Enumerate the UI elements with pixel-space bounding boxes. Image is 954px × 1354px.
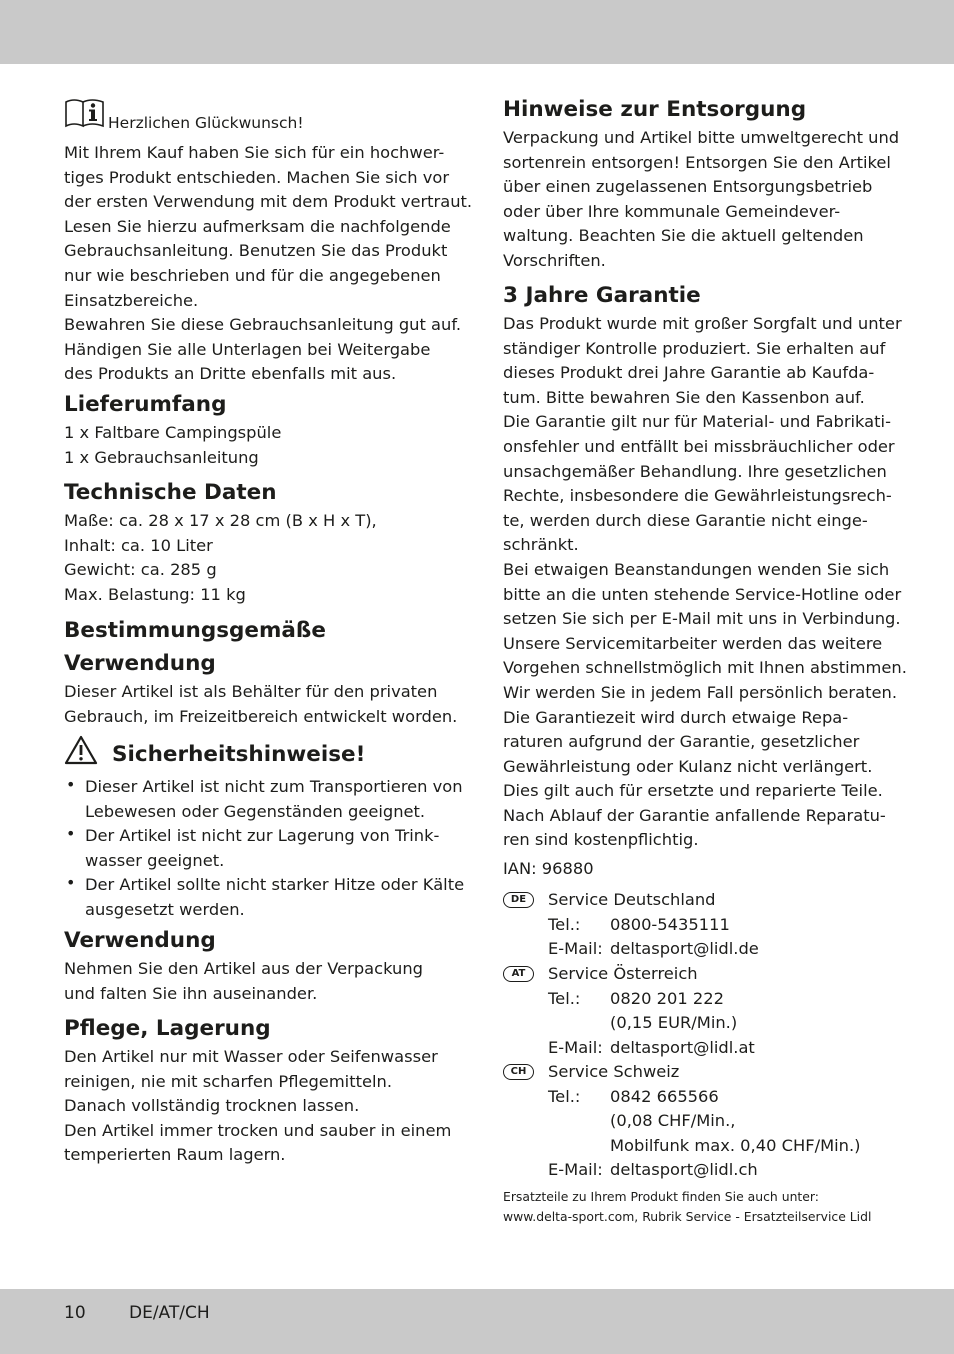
garantie-line: setzen Sie sich per E-Mail mit uns in Verbindung. — [503, 609, 901, 629]
verwendung-line: Nehmen Sie den Artikel aus der Verpackung — [64, 959, 424, 978]
garantie-line: Gewährleistung oder Kulanz nicht verlängert. — [503, 756, 873, 776]
verwendung-line: und falten Sie ihn auseinander. — [64, 983, 318, 1003]
garantie-line: te, werden durch diese Garantie nicht einge- — [503, 510, 868, 530]
technische-daten-heading: Technische Daten — [64, 480, 277, 505]
intro-section — [64, 96, 473, 387]
greeting-text: Herzlichen Glückwunsch! — [108, 114, 304, 132]
garantie-line: Wir werden Sie in jedem Fall persönlich beraten. — [503, 682, 898, 702]
intro-line: nur wie beschrieben und für die angegebenen — [64, 265, 441, 285]
service-at-tel-row — [503, 987, 895, 1012]
garantie-section — [503, 279, 907, 853]
service-ch-tel-row — [503, 1085, 895, 1110]
bestimmung-section — [64, 614, 456, 729]
sicherheit-title: Sicherheitshinweise! — [112, 742, 366, 767]
service-at-email-row — [503, 1036, 895, 1061]
sicherheit-heading — [64, 735, 456, 775]
sicherheit-item — [64, 824, 456, 873]
service-de-tel[interactable]: 0800-5435111 — [610, 914, 730, 934]
service-at-name-row — [503, 962, 895, 987]
sicherheit-item-line: Lebewesen oder Gegenständen geeignet. — [85, 801, 426, 821]
intro-line: Einsatzbereiche. — [64, 290, 199, 310]
intro-line: Händigen Sie alle Unterlagen bei Weitergabe — [64, 339, 431, 359]
entsorgung-heading: Hinweise zur Entsorgung — [503, 97, 807, 122]
service-at — [503, 962, 895, 1060]
spare-parts-line: Ersatzteile zu Ihrem Produkt finden Sie auch unter: — [503, 1189, 819, 1204]
garantie-line: Dies gilt auch für ersetzte und reparierte Teile. — [503, 781, 883, 801]
sicherheit-section — [64, 735, 465, 923]
lieferumfang-heading: Lieferumfang — [64, 392, 227, 417]
sicherheit-item-line: wasser geeignet. — [85, 850, 225, 870]
country-badge-de: DE — [503, 892, 534, 908]
garantie-line: Vorgehen schnellstmöglich mit Ihnen abstimmen. — [503, 658, 907, 678]
technische-daten-line: Maße: ca. 28 x 17 x 28 cm (B x H x T), — [64, 511, 377, 530]
entsorgung-line: Vorschriften. — [503, 250, 606, 270]
verwendung-heading: Verwendung — [64, 928, 216, 953]
pflege-line: Danach vollständig trocknen lassen. — [64, 1096, 360, 1116]
intro-line: tiges Produkt entschieden. Machen Sie sich vor — [64, 167, 450, 187]
sicherheit-item-line: ausgesetzt werden. — [85, 899, 245, 919]
service-ch-tel-note: Mobilfunk max. 0,40 CHF/Min.) — [610, 1135, 861, 1155]
service-at-tel-note: (0,15 EUR/Min.) — [610, 1013, 738, 1033]
bullet-icon: • — [66, 824, 76, 844]
service-ch-name: Service Schweiz — [548, 1062, 680, 1081]
bestimmung-line: Gebrauch, im Freizeitbereich entwickelt worden. — [64, 706, 458, 726]
garantie-line: onsfehler und entfällt bei missbräuchlicher oder — [503, 436, 895, 456]
technische-daten-section — [64, 476, 456, 607]
pflege-heading: Pflege, Lagerung — [64, 1016, 271, 1041]
service-de-email[interactable]: deltasport@lidl.de — [610, 939, 759, 959]
service-de-tel-row — [503, 913, 895, 938]
pflege-line: Den Artikel immer trocken und sauber in einem — [64, 1120, 452, 1140]
tel-label: Tel.: — [548, 1086, 581, 1106]
entsorgung-line: oder über Ihre kommunale Gemeindever- — [503, 201, 841, 221]
spare-parts-line[interactable]: www.delta-sport.com, Rubrik Service - Ersatzteilservice Lidl — [503, 1208, 872, 1224]
entsorgung-section — [503, 93, 900, 274]
page-number: 10 — [64, 1303, 86, 1323]
ian-number: IAN: 96880 — [503, 859, 594, 878]
service-ch-name-row — [503, 1060, 895, 1085]
service-ch-email[interactable]: deltasport@lidl.ch — [610, 1160, 758, 1180]
pflege-line: reinigen, nie mit scharfen Pflegemitteln. — [64, 1071, 393, 1091]
intro-line: Lesen Sie hierzu aufmerksam die nachfolgende — [64, 216, 451, 236]
garantie-line: Die Garantie gilt nur für Material- und Fabrikati- — [503, 412, 891, 432]
intro-line: der ersten Verwendung mit dem Produkt vertraut. — [64, 192, 473, 212]
sicherheit-item — [64, 873, 465, 922]
garantie-line: Bei etwaigen Beanstandungen wenden Sie sich — [503, 559, 890, 579]
service-ch-tel-note-row — [503, 1134, 895, 1159]
intro-line: Gebrauchsanleitung. Benutzen Sie das Produkt — [64, 241, 448, 261]
sicherheit-item-line: Dieser Artikel ist nicht zum Transportieren von — [85, 777, 463, 796]
intro-line: Mit Ihrem Kauf haben Sie sich für ein hochwer- — [64, 143, 445, 162]
header-band — [0, 0, 954, 64]
garantie-line: Die Garantiezeit wird durch etwaige Repa- — [503, 707, 849, 727]
service-ch-email-row — [503, 1158, 895, 1183]
garantie-line: bitte an die unten stehende Service-Hotline oder — [503, 584, 902, 604]
service-ch-tel-note: (0,08 CHF/Min., — [610, 1111, 736, 1131]
service-ch-tel-note-row — [503, 1109, 895, 1134]
technische-daten-line: Gewicht: ca. 285 g — [64, 560, 217, 580]
service-at-tel[interactable]: 0820 201 222 — [610, 988, 724, 1008]
tel-label: Tel.: — [548, 914, 581, 934]
email-label: E-Mail: — [548, 939, 603, 959]
service-de-name-row — [503, 888, 895, 913]
service-ch-tel[interactable]: 0842 665566 — [610, 1086, 719, 1106]
garantie-line: raturen aufgrund der Garantie, gesetzlicher — [503, 732, 860, 752]
garantie-line: ständiger Kontrolle produziert. Sie erhalten auf — [503, 338, 886, 358]
bestimmung-line: Dieser Artikel ist als Behälter für den privaten — [64, 682, 438, 701]
intro-line: des Produkts an Dritte ebenfalls mit aus. — [64, 364, 397, 384]
entsorgung-line: waltung. Beachten Sie die aktuell geltenden — [503, 226, 864, 246]
garantie-line: ren sind kostenpflichtig. — [503, 830, 699, 850]
email-label: E-Mail: — [548, 1160, 603, 1180]
lieferumfang-section — [64, 388, 456, 470]
service-at-tel-note-row — [503, 1011, 895, 1036]
spare-parts-note — [503, 1187, 895, 1226]
greeting-line — [64, 96, 456, 141]
bestimmung-heading-line1: Bestimmungsgemäße — [64, 618, 326, 643]
sicherheit-item-line: Der Artikel sollte nicht starker Hitze oder Kälte — [85, 875, 465, 895]
entsorgung-line: über einen zugelassenen Entsorgungsbetrieb — [503, 177, 873, 197]
pflege-line: Den Artikel nur mit Wasser oder Seifenwasser — [64, 1047, 438, 1066]
service-de-name: Service Deutschland — [548, 890, 716, 909]
bestimmung-heading-line2: Verwendung — [64, 651, 216, 676]
garantie-line: dieses Produkt drei Jahre Garantie ab Kaufda- — [503, 363, 875, 383]
garantie-line: Unsere Servicemitarbeiter werden das weitere — [503, 633, 883, 653]
garantie-line: Nach Ablauf der Garantie anfallende Reparatu- — [503, 805, 886, 825]
language-codes: DE/AT/CH — [129, 1303, 210, 1323]
warning-icon — [64, 735, 98, 775]
tel-label: Tel.: — [548, 988, 581, 1008]
technische-daten-line: Inhalt: ca. 10 Liter — [64, 535, 213, 555]
pflege-line: temperierten Raum lagern. — [64, 1145, 286, 1165]
entsorgung-line: sortenrein entsorgen! Entsorgen Sie den Artikel — [503, 152, 891, 172]
sicherheit-item-line: Der Artikel ist nicht zur Lagerung von Trink- — [85, 826, 440, 846]
bullet-icon: • — [66, 775, 76, 794]
service-at-email[interactable]: deltasport@lidl.at — [610, 1037, 755, 1057]
entsorgung-line: Verpackung und Artikel bitte umweltgerecht und — [503, 128, 900, 147]
verwendung-section — [64, 924, 456, 1006]
lieferumfang-line: 1 x Faltbare Campingspüle — [64, 423, 282, 442]
email-label: E-Mail: — [548, 1037, 603, 1057]
sicherheit-item — [64, 775, 463, 824]
service-ch — [503, 1060, 895, 1183]
service-de-email-row — [503, 937, 895, 962]
country-badge-ch: CH — [503, 1064, 534, 1080]
service-de — [503, 888, 895, 962]
lieferumfang-line: 1 x Gebrauchsanleitung — [64, 447, 259, 467]
technische-daten-line: Max. Belastung: 11 kg — [64, 584, 246, 604]
info-icon — [64, 96, 106, 141]
garantie-line: unsachgemäßer Behandlung. Ihre gesetzlichen — [503, 461, 887, 481]
garantie-line: tum. Bitte bewahren Sie den Kassenbon auf. — [503, 387, 865, 407]
garantie-line: Rechte, insbesondere die Gewährleistungsrech- — [503, 486, 892, 506]
service-at-name: Service Österreich — [548, 964, 698, 983]
garantie-heading: 3 Jahre Garantie — [503, 283, 701, 308]
intro-line: Bewahren Sie diese Gebrauchsanleitung gut auf. — [64, 315, 462, 335]
country-badge-at: AT — [503, 966, 534, 982]
garantie-line: Das Produkt wurde mit großer Sorgfalt und unter — [503, 314, 902, 333]
garantie-line: schränkt. — [503, 535, 579, 555]
pflege-section — [64, 1012, 456, 1168]
bullet-icon: • — [66, 873, 76, 893]
